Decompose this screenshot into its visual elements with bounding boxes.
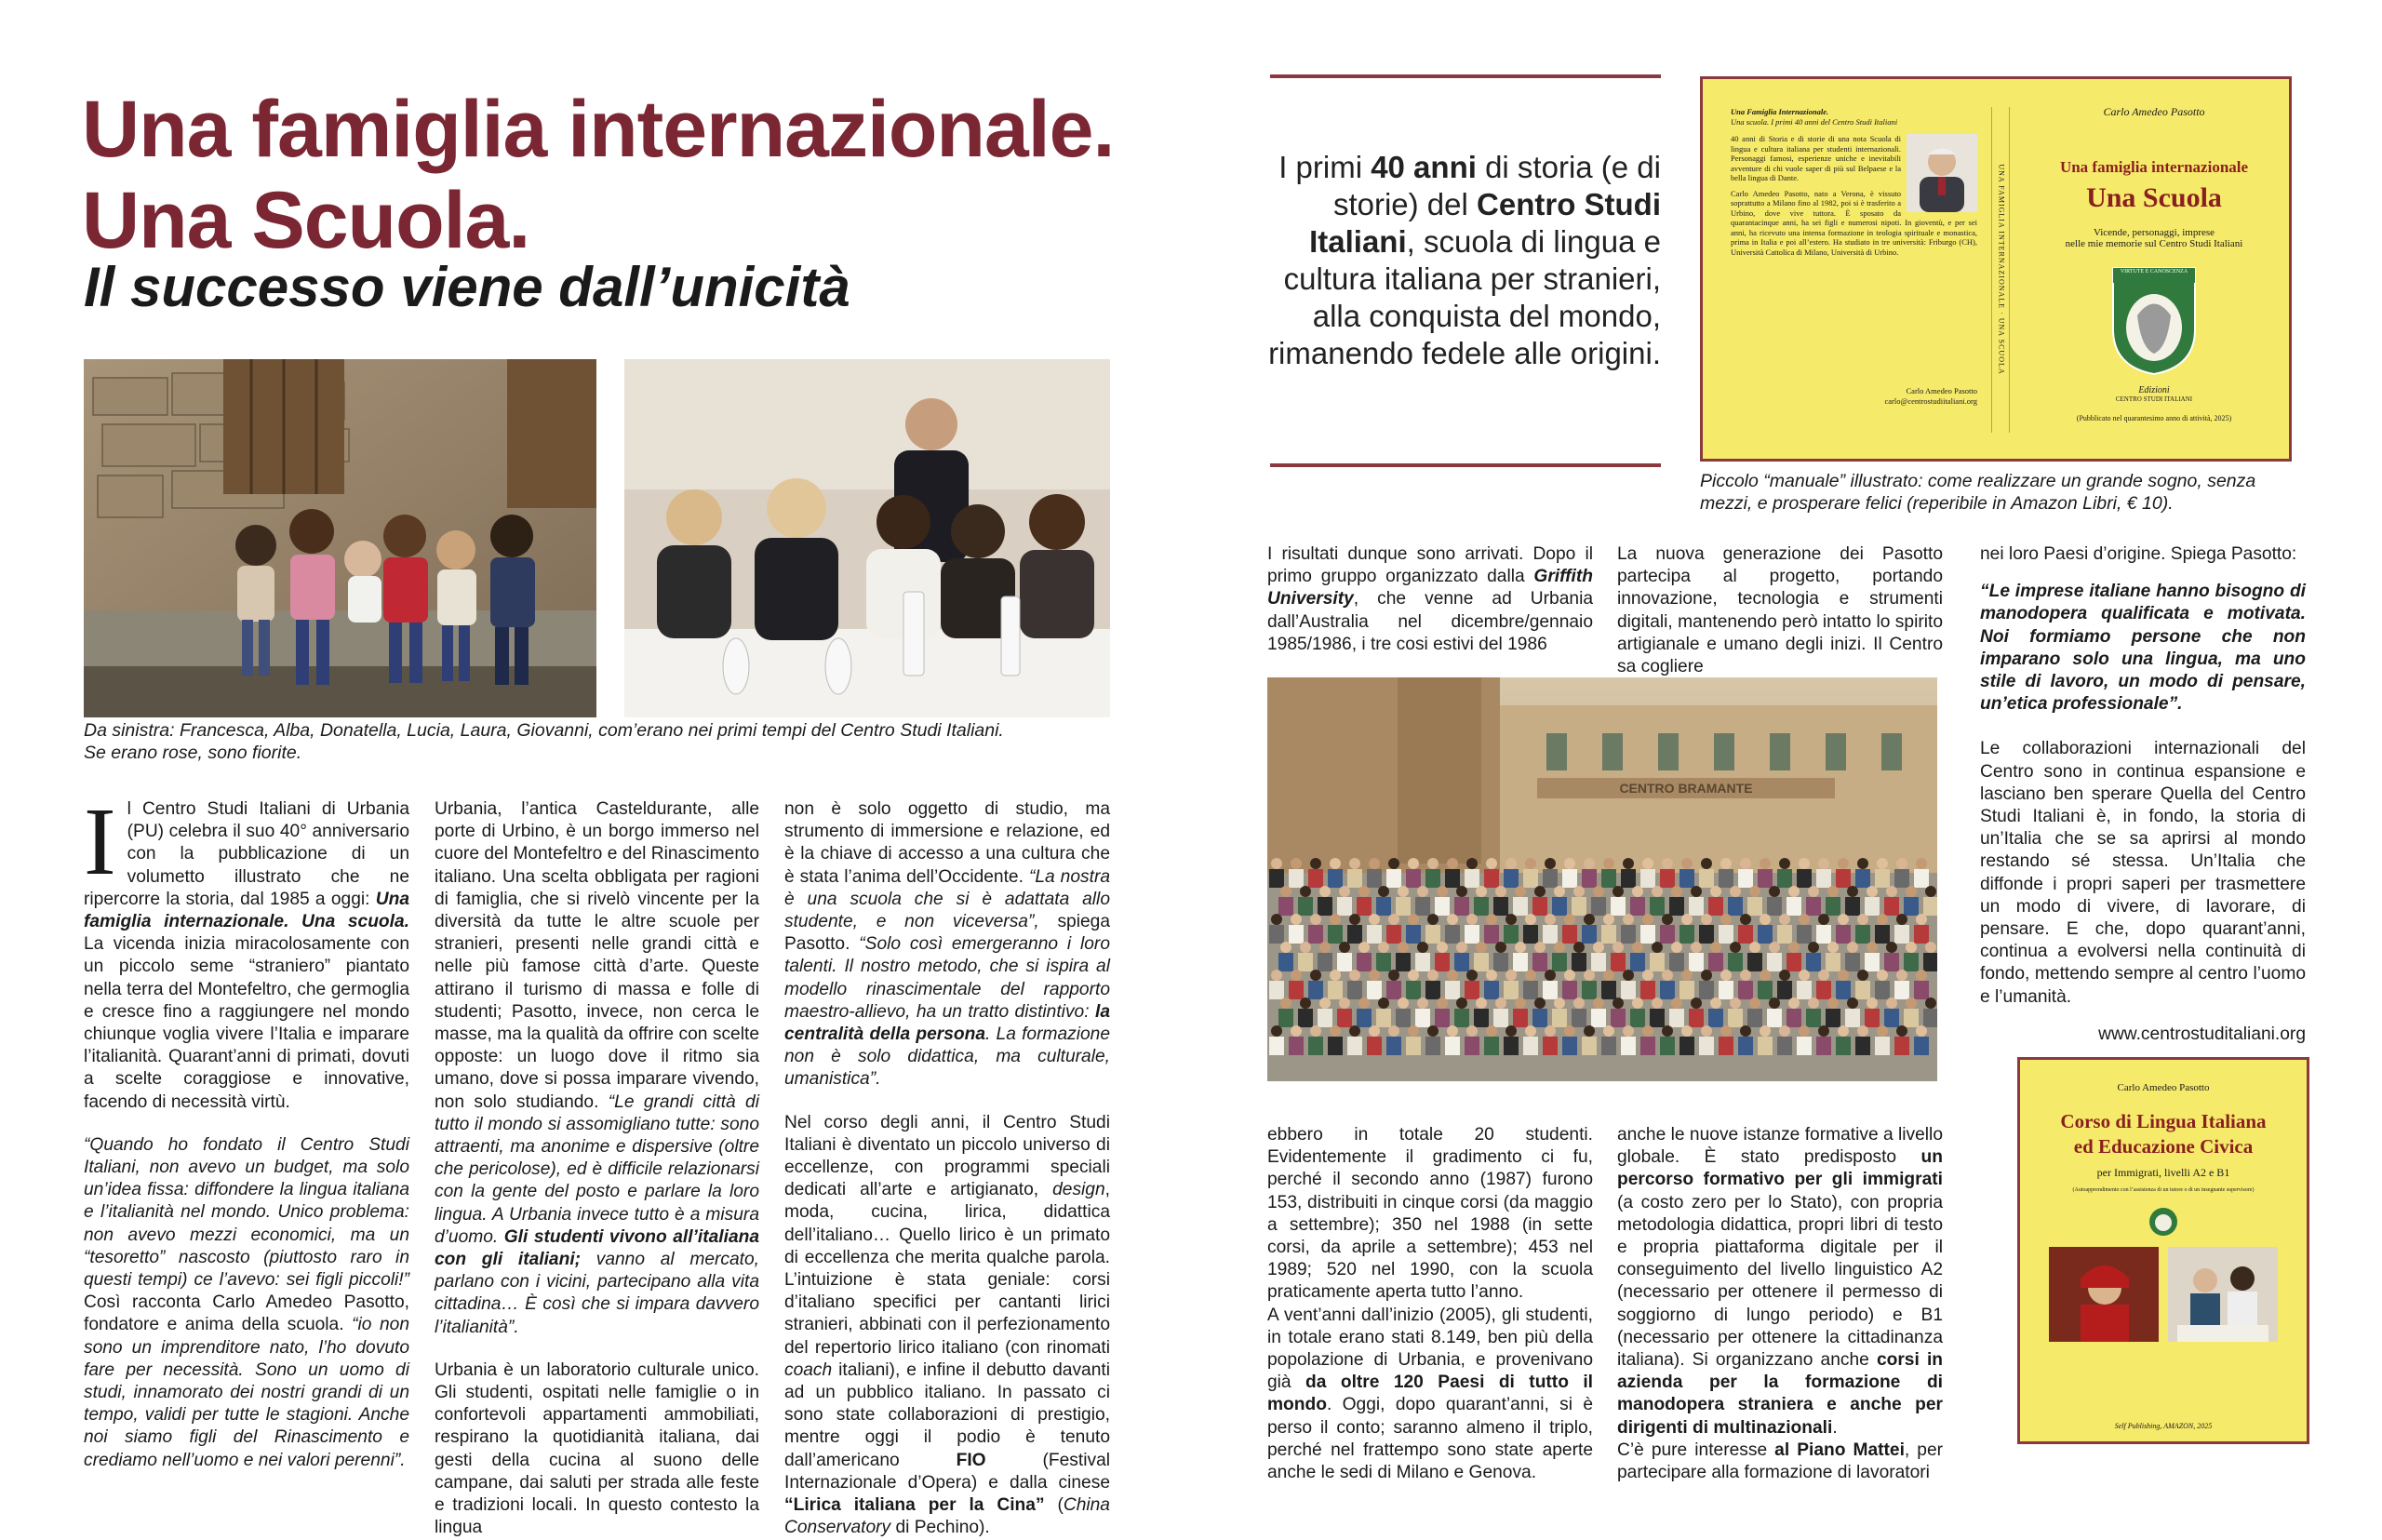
text-run: Griffith University bbox=[1267, 567, 1593, 609]
quote-text: “Solo così emergeranno i loro talenti. Il nostro metodo, che si ispira al modello rinascimentale del rapporto maestro-allievo, ha un tratto distintivo: bbox=[784, 934, 1110, 1022]
paragraph: La nuova generazione dei Pasotto partecipa al progetto, portando innovazione, tecnologia e strumenti digitali, mantenendo però intatto lo spirito artigianale e umano degli inizi. Il Centro sa cogliere bbox=[1617, 544, 1943, 677]
quote-highlight: Gli studenti vivono all’italiana con gli italiani; bbox=[435, 1226, 760, 1270]
dante-painting bbox=[2049, 1247, 2159, 1342]
book-caption bbox=[1700, 470, 2295, 515]
text-run: Nel corso degli anni, il Centro Studi Italiani è diventato un piccolo universo di eccellenze, con programmi speciali dedicati all’arte e artigianato, bbox=[784, 1112, 1110, 1200]
photo-dinner bbox=[624, 359, 1110, 717]
paragraph bbox=[84, 1134, 409, 1472]
book-subtitle-1: Vicende, personaggi, imprese bbox=[2093, 227, 2215, 238]
paragraph bbox=[435, 798, 759, 1339]
back-sign-name: Carlo Amedeo Pasotto bbox=[1906, 386, 1977, 395]
book-title-1: Corso di Lingua Italiana bbox=[2060, 1110, 2267, 1132]
quote-text: “Le grandi città di tutto il mondo si assomigliano tutte: sono attraenti, ma anonime e dispersive (oltre che pericolose), ed è difficile relazionarsi con la gente del posto e parlare la loro lingua. A Urbania invece tutto è a misura d’uomo. bbox=[435, 1091, 759, 1247]
paragraph: Le collaborazioni internazionali del Centro sono in continua espansione e lasciano ben sperare Quella del Centro Studi Italiani è, in fondo, la storia di un’Italia che se sa aprirsi al mondo restando sé stessa. Un’Italia che diffonde i propri saperi per trasmettere un modo di vivere, di lavorare, di pensare. E che, dopo quarant’anni, continua a evolversi nella continuità di fondo, mettendo sempre al centro l’uomo e l’umanità. bbox=[1980, 739, 2306, 1007]
page-subtitle: Il successo viene dall’unicità bbox=[84, 256, 850, 318]
quote-text: “Quando ho fondato il Centro Studi Italiani, non avevo un budget, ma solo un’idea fissa: diffondere la lingua italiana e l’italianità nel mondo. Unico problema: non avevo mezzi economici, ma un “tesoretto” nascosto (piuttosto raro in questi tempi) ce l’avevo: sei figli piccoli!” bbox=[84, 1134, 409, 1291]
book-front-cover bbox=[2024, 98, 2284, 422]
text-run: non è solo oggetto di studio, ma strumento di immersione e relazione, ed è la chiave di accesso a una cultura che è stata l’anima dell’Occidente. bbox=[784, 799, 1110, 887]
text-run: italiani), e infine il debutto davanti ad un pubblico italiano. In passato ci sono state collaborazioni di prestigio, mentre oggi il podio è tenuto dall’americano bbox=[784, 1359, 1110, 1470]
shield-motto: VIRTUTE E CANOSCENZA bbox=[2120, 269, 2188, 275]
website-link[interactable]: www.centrostuditaliani.org bbox=[2098, 1024, 2306, 1044]
bottom-rule bbox=[1270, 463, 1661, 467]
text-run: coach bbox=[784, 1359, 833, 1380]
text-run: design bbox=[1052, 1180, 1105, 1200]
text-run: al Piano Mattei bbox=[1774, 1440, 1905, 1460]
quote-text: “La nostra è una scuola che si è adattata allo studente, e non viceversa”, bbox=[784, 866, 1111, 932]
top-rule bbox=[1270, 74, 1661, 78]
book-note: (Autoapprendimento con l’assistenza di un tutore o di un insegnante supervisore) bbox=[2072, 1187, 2255, 1193]
back-subtitle: Una scuola. I primi 40 anni del Centro Studi Italiani bbox=[1731, 116, 1898, 127]
text-run: La vicenda inizia miracolosamente con un piccolo seme “straniero” piantato nella terra del Montefeltro, che germoglia e cresce fino a raggiungere nel mondo chiunque voglia vivere l’Italia e imparare l’italianità. Quarant’anni di primati, dovuti a scelte coraggiose e innovative, facendo di necessità virtù. bbox=[84, 934, 409, 1112]
book-publisher-1: Edizioni bbox=[2138, 385, 2170, 395]
book-title-1: Una famiglia internazionale bbox=[2059, 158, 2249, 176]
paragraph bbox=[84, 788, 409, 1114]
text-run: (a costo zero per lo Stato), con propria metodologia didattica, propri libri di testo e propria piattaforma digitale per il conseguimento del livello linguistico A2 (necessario per ottenere il permesso di soggiorno di lungo periodo) e B1 (necessario per ottenere la cittadinanza italiana). Si organizzano anche bbox=[1617, 1192, 1943, 1371]
paragraph bbox=[1267, 543, 1593, 656]
text-run: Urbania, l’antica Casteldurante, alle porte di Urbino, è un borgo immerso nel cuore del Montefeltro e del Rinascimento italiano. Una scelta obbligata per ragioni di famiglia, che si rivelò vincente per la diversità da tutte le altre scuole per stranieri, presenti nelle grandi città e nelle più famose città d’arte. Queste attirano il turismo di massa e folle di studenti; Pasotto, invece, non cerca le masse, ma la qualità da offrire con scelte opposte: un luogo dove il ritmo sia umano, dove si possa imparare vivendo, non solo studiando. bbox=[435, 799, 759, 1112]
text-run: , moda, cucina, lirica, didattica dell’italiano… Quello lirico è un primato di eccellenza che merita qualche parola. L’intuizione è stata geniale: corsi d’italiano specifici per cantanti lirici stranieri, abbinati con il perfezionamento del repertorio lirico italiano (con rinomati bbox=[784, 1180, 1110, 1358]
text-run: (Festival Internazionale d’Opera) e dalla cinese bbox=[784, 1450, 1110, 1493]
book-subtitle-2: nelle mie memorie sul Centro Studi Italiani bbox=[2065, 238, 2243, 249]
back-signature bbox=[1885, 386, 1978, 406]
back-text: 40 anni di Storia e di storie di una nota Scuola di lingua e cultura italiana per studenti internazionali. Personaggi famosi, esperienze uniche e inevitabili avventure di chi vuole saper di più sul Belpaese e la bella lingua di Dante. bbox=[1731, 134, 1901, 182]
text-run: I primi bbox=[1278, 150, 1372, 184]
article-column-1 bbox=[84, 788, 409, 1472]
book-spine bbox=[1991, 107, 2010, 433]
book-footer: Self Publishing, AMAZON, 2025 bbox=[2114, 1422, 2213, 1430]
spine-text: UNA FAMIGLIA INTERNAZIONALE · UNA SCUOLA bbox=[1997, 164, 2006, 375]
text-run: di Pechino). bbox=[890, 1518, 990, 1538]
author-portrait bbox=[1907, 134, 1977, 212]
pull-quote bbox=[1265, 149, 1661, 372]
text-run: FIO bbox=[956, 1450, 986, 1470]
paragraph bbox=[784, 1112, 1110, 1540]
bold-quote: “Le imprese italiane hanno bisogno di manodopera qualificata e motivata. Noi formiamo persone che non imparano solo una lingua, ma uno stile di lavoro, un modo di pensare, un’etica professionale”. bbox=[1980, 582, 2306, 715]
paragraph bbox=[1267, 1305, 1593, 1485]
shield-icon bbox=[2109, 264, 2199, 376]
title-line-2: Una Scuola. bbox=[82, 176, 530, 265]
article-column-2 bbox=[435, 798, 759, 1540]
paragraph bbox=[1617, 1440, 1943, 1484]
text-run: ( bbox=[1044, 1495, 1064, 1516]
text-run: China Conservatory bbox=[784, 1495, 1110, 1538]
text-run: . bbox=[1832, 1417, 1838, 1438]
text-run: A vent’anni dall’inizio (2005), gli studenti, in totale erano stati 8.149, ben più della popolazione di Urbania, e provenivano già bbox=[1267, 1305, 1593, 1393]
text-run: spiega Pasotto. bbox=[784, 912, 1110, 955]
text-run: , scuola di lingua e cultura italiana per stranieri, alla conquista del mondo, rimanendo fedele alle origini. bbox=[1268, 224, 1661, 370]
article-column-6 bbox=[1980, 543, 2306, 1046]
article-column-5 bbox=[1617, 543, 1943, 678]
text-run: I risultati dunque sono arrivati. Dopo il primo gruppo organizzato dalla bbox=[1267, 544, 1593, 587]
back-text: Carlo Amedeo Pasotto, nato a Verona, è vissuto soprattutto a Milano fino al 1982, poi si è trasferito a Urbino, dove vive tuttora. È sposato da quarantacinque anni, ha sei figli e numerosi nipoti. In gioventù, e per sei anni, ha ricevuto una intensa formazione in teologia spirituale e monastica, prima in Italia e poi all’estero. Ha studiato in tre università: Friburgo (CH), Università Cattolica di Milano, Università di Urbino. bbox=[1731, 188, 1977, 257]
text-run: “Lirica italiana per la Cina” bbox=[784, 1495, 1045, 1516]
text-run: un percorso formativo per gli immigrati bbox=[1617, 1147, 1943, 1190]
text-run: . Oggi, dopo quarant’anni, si è perso il conto; saranno almeno il triplo, perché nel frattempo sono state aperte anche le sedi di Milano e Genova. bbox=[1267, 1395, 1593, 1483]
caption-line-2: mezzi, e prosperare felici (reperibile in Amazon Libri, € 10). bbox=[1700, 493, 2174, 514]
article-column-8 bbox=[1617, 1124, 1943, 1484]
drop-cap: I bbox=[84, 788, 116, 895]
group-photo-sign: CENTRO BRAMANTE bbox=[1619, 781, 1753, 796]
students-photo bbox=[2168, 1247, 2278, 1342]
paragraph: nei loro Paesi d’origine. Spiega Pasotto: bbox=[1980, 544, 2297, 564]
quote-text: vanno al mercato, parlano con i vicini, partecipano alla vita cittadina… È così che si impara davvero l’italianità”. bbox=[435, 1250, 759, 1337]
book-publisher-2: CENTRO STUDI ITALIANI bbox=[2115, 395, 2193, 403]
book-cover-corso bbox=[2017, 1057, 2309, 1444]
text-run: , che venne ad Urbania dall’Australia nel dicembre/gennaio 1985/1986, i tre cosi estivi del 1986 bbox=[1267, 589, 1593, 654]
text-run: l Centro Studi Italiani di Urbania (PU) celebra il suo 40° anniversario con la pubblicazione di un volumetto illustrato che ne ripercorre la storia, dal 1985 a oggi: bbox=[84, 799, 409, 909]
paragraph: ebbero in totale 20 studenti. Evidentemente il gradimento ci fu, perché il secondo anno (1987) furono 153, distribuiti in cinque corsi (da maggio a settembre); 350 nel 1988 (in sette corsi, da aprile a settembre); 453 nel 1989; 520 nel 1990, con la scuola praticamente aperta tutto l’anno. bbox=[1267, 1125, 1593, 1303]
text-run: Così racconta Carlo Amedeo Pasotto, fondatore e anima della scuola. bbox=[84, 1292, 409, 1335]
caption-line-1: Da sinistra: Francesca, Alba, Donatella, Lucia, Laura, Giovanni, com’erano nei primi tempi del Centro Studi Italiani. bbox=[84, 720, 1004, 741]
text-run: Centro Studi Italiani bbox=[1309, 187, 1661, 259]
book-title-2: Una Scuola bbox=[2086, 182, 2222, 213]
quote-text: . La formazione non è solo didattica, ma culturale, umanistica”. bbox=[784, 1024, 1110, 1090]
caption-line-2: Se erano rose, sono fiorite. bbox=[84, 743, 302, 763]
paragraph bbox=[784, 798, 1110, 1091]
book-author: Carlo Amedeo Pasotto bbox=[2117, 1082, 2210, 1093]
photo-children bbox=[84, 359, 596, 717]
page-title bbox=[82, 84, 1114, 266]
article-column-7 bbox=[1267, 1124, 1593, 1484]
article-column-4 bbox=[1267, 543, 1593, 656]
text-run: , per partecipare alla formazione di lavoratori bbox=[1617, 1440, 1944, 1483]
text-run: da oltre 120 Paesi di tutto il mondo bbox=[1267, 1373, 1594, 1415]
text-run: 40 anni bbox=[1371, 150, 1477, 184]
book2-illustrations bbox=[2020, 1247, 2307, 1342]
photo-group bbox=[1267, 677, 1937, 1081]
title-line-1: Una famiglia internazionale. bbox=[82, 85, 1115, 174]
article-column-3 bbox=[784, 798, 1110, 1540]
shield-icon bbox=[2148, 1206, 2179, 1238]
text-run: anche le nuove istanze formative a livello globale. È stato predisposto bbox=[1617, 1125, 1943, 1168]
book-back-cover bbox=[1731, 107, 1977, 406]
book-title-2: ed Educazione Civica bbox=[2073, 1135, 2254, 1158]
book-author: Carlo Amedeo Pasotto bbox=[2103, 105, 2205, 118]
book-cover-famiglia bbox=[1700, 76, 2292, 462]
photo-caption bbox=[84, 719, 1117, 764]
book-note: (Pubblicato nel quarantesimo anno di attività, 2025) bbox=[2076, 414, 2232, 422]
caption-line-1: Piccolo “manuale” illustrato: come realizzare un grande sogno, senza bbox=[1700, 471, 2256, 491]
text-run: corsi in azienda per la formazione di manodopera straniera e anche per dirigenti di multinazionali bbox=[1617, 1350, 1943, 1438]
back-sign-mail: carlo@centrostudiitaliani.org bbox=[1884, 395, 1977, 406]
book-title-inline: Una famiglia internazionale. Una scuola. bbox=[84, 889, 409, 932]
text-run: C’è pure interesse bbox=[1617, 1440, 1775, 1460]
text-run: di storia (e di storie) del bbox=[1332, 150, 1661, 221]
quote-highlight: la centralità della persona bbox=[784, 1001, 1110, 1045]
paragraph: Urbania è un laboratorio culturale unico. Gli studenti, ospitati nelle famiglie o in confortevoli appartamenti ammobiliati, respirano la quotidianità italiana, dai gesti della cucina al suono delle campane, dai saluti per strada alle feste e tradizioni locali. In questo contesto la lingua bbox=[435, 1359, 759, 1538]
back-title: Una Famiglia Internazionale. bbox=[1731, 107, 1829, 116]
book-subtitle: per Immigrati, livelli A2 e B1 bbox=[2096, 1166, 2230, 1179]
quote-text: “io non sono un imprenditore nato, l’ho dovuto fare per necessità. Sono un uomo di studi, innamorato dei nostri grandi di un tempo, validi per tutte le stagioni. Anche noi siamo figli del Rinascimento e crediamo nell’uomo e nei valori perenni”. bbox=[84, 1315, 409, 1470]
paragraph bbox=[1617, 1124, 1943, 1440]
